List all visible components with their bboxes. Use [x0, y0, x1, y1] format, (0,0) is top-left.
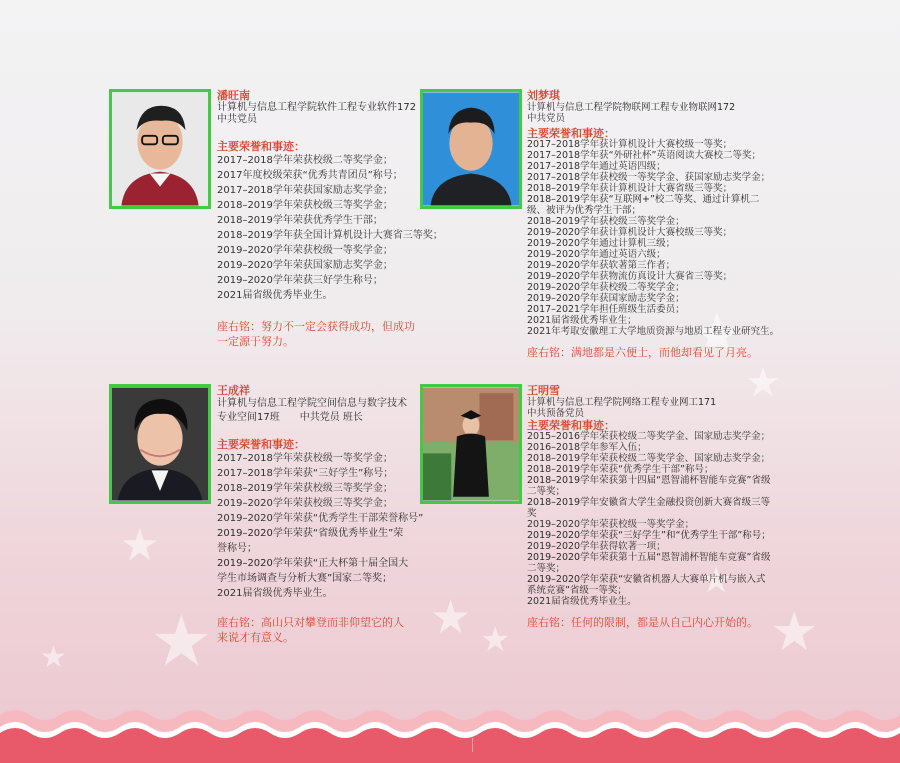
honor-item: 2017–2018学年获计算机设计大赛校级一等奖；	[527, 139, 733, 150]
person-icon	[112, 92, 208, 206]
honor-item: 2017–2018学年荣获校级二等奖学金；	[217, 155, 393, 166]
honor-item: 2018–2019学年获“互联网+”校二等奖、通过计算机二级、被评为优秀学生干部；	[527, 194, 760, 216]
honor-item: 2017–2018学年荣获校级一等奖学金；	[217, 453, 393, 464]
motto: 座右铭：努力不一定会获得成功，但成功一定源于努力。	[217, 320, 415, 348]
honor-item: 2019–2020学年获国家励志奖学金；	[527, 293, 685, 304]
political-status: 中共预备党员	[527, 408, 585, 419]
honor-item: 2018–2019学年荣获第十四届“恩智浦杯智能车竞赛”省级二等奖；	[527, 475, 771, 497]
star-decoration: ★	[770, 600, 819, 663]
honor-item: 2021届省级优秀毕业生。	[527, 596, 637, 607]
honor-item: 2018–2019学年获全国计算机设计大赛省三等奖；	[217, 230, 443, 241]
honor-item: 2021届省级优秀毕业生；	[527, 315, 637, 326]
honor-item: 2019–2020学年荣获国家励志奖学金；	[217, 260, 393, 271]
honor-item: 2019–2020学年荣获“省级优秀毕业生”荣誉称号；	[217, 528, 404, 554]
portrait-photo	[109, 89, 211, 209]
major-text: 计算机与信息工程学院软件工程专业软件172	[217, 102, 417, 113]
political-status: 中共党员	[217, 114, 257, 125]
honor-item: 2019–2020学年获得软著一项；	[527, 541, 666, 552]
honor-item: 2017–2018学年获校级一等奖学金、获国家励志奖学金；	[527, 172, 771, 183]
honor-item: 2019–2020学年荣获“正大杯第十届全国大学生市场调查与分析大赛”国家二等奖；	[217, 558, 409, 584]
honor-item: 2019–2020学年通过英语六级；	[527, 249, 666, 260]
honor-item: 2019–2020学年荣获校级一等奖学金；	[527, 519, 695, 530]
star-decoration: ★	[700, 560, 733, 601]
honors-list	[527, 139, 780, 337]
profile-info	[527, 89, 780, 360]
honor-item: 2019–2020学年获计算机设计大赛校级三等奖；	[527, 227, 733, 238]
honor-item: 2017–2018学年荣获国家励志奖学金；	[217, 185, 393, 196]
honors-heading: 主要荣誉和事迹：	[527, 127, 615, 140]
honor-item: 2017–2021学年担任班级生活委员；	[527, 304, 685, 315]
star-decoration: ★	[430, 590, 472, 644]
star-decoration: ★	[120, 520, 160, 571]
motto: 座右铭：任何的限制，都是从自己内心开始的。	[527, 616, 758, 629]
person-icon	[423, 92, 519, 206]
person-name: 潘旺南	[217, 89, 250, 102]
bottom-wave-band	[0, 703, 900, 763]
wave-decoration	[0, 703, 900, 763]
honor-item: 2018–2019学年荣获“优秀学生干部”称号；	[527, 464, 714, 475]
honor-item: 2018–2019学年荣获优秀学生干部；	[217, 215, 383, 226]
honor-item: 2018–2019学年安徽省大学生金融投资创新大赛省级三等奖	[527, 497, 771, 519]
portrait-photo	[420, 89, 522, 209]
honor-item: 2017–2018学年荣获“三好学生”称号；	[217, 468, 394, 479]
honor-item: 2019–2020学年荣获校级一等奖学金；	[217, 245, 393, 256]
profile-info	[217, 384, 424, 645]
honors-heading: 主要荣誉和事迹：	[217, 438, 305, 451]
honor-item: 2017年度校级荣获“优秀共青团员”称号；	[217, 170, 403, 181]
honor-item: 2019–2020学年通过计算机三级；	[527, 238, 676, 249]
star-decoration: ★	[40, 640, 67, 675]
honor-item: 2018–2019学年荣获校级二等奖学金、国家励志奖学金；	[527, 453, 771, 464]
honor-item: 2021届省级优秀毕业生。	[217, 290, 333, 301]
honor-item: 2019–2020学年获软著第三作者；	[527, 260, 676, 271]
honor-item: 2019–2020学年获校级二等奖学金；	[527, 282, 685, 293]
honor-item: 2016–2018学年参军入伍；	[527, 442, 647, 453]
honor-item: 2019–2020学年荣获“三好学生”和“优秀学生干部”称号；	[527, 530, 771, 541]
honor-item: 2015–2016学年荣获校级二等奖学金、国家励志奖学金；	[527, 431, 771, 442]
major-text: 计算机与信息工程学院网络工程专业网工171	[527, 397, 717, 408]
person-name: 王明雪	[527, 384, 560, 397]
person-icon	[423, 387, 519, 501]
honor-item: 2018–2019学年荣获校级三等奖学金；	[217, 200, 393, 211]
major-text: 计算机与信息工程学院空间信息与数字技术专业空间17班 中共党员 班长	[217, 398, 407, 423]
person-icon	[112, 387, 208, 501]
honor-item: 2019–2020学年荣获“优秀学生干部荣誉称号”	[217, 513, 424, 524]
person-name: 刘梦琪	[527, 89, 560, 102]
honor-item: 2019–2020学年获物流仿真设计大赛省三等奖；	[527, 271, 733, 282]
honor-item: 2019–2020学年荣获第十五届“恩智浦杯智能车竞赛”省级二等奖；	[527, 552, 771, 574]
portrait-photo	[420, 384, 522, 504]
star-decoration: ★	[745, 360, 781, 406]
honors-list	[217, 451, 424, 601]
motto: 座右铭：高山只对攀登而非仰望它的人来说才有意义。	[217, 616, 404, 644]
honors-heading: 主要荣誉和事迹：	[527, 419, 615, 432]
honor-item: 2018–2019学年获校级三等奖学金；	[527, 216, 685, 227]
honor-item: 2019–2020学年荣获三好学生称号；	[217, 275, 383, 286]
honor-item: 2017–2018学年获“外研社杯”英语阅读大赛校二等奖；	[527, 150, 761, 161]
star-decoration: ★	[690, 300, 744, 370]
honors-list	[217, 153, 443, 303]
honor-item: 2018–2019学年获计算机设计大赛省级三等奖；	[527, 183, 733, 194]
portrait-photo	[109, 384, 211, 504]
star-decoration: ★	[480, 620, 511, 660]
major-text: 计算机与信息工程学院物联网工程专业物联网172	[527, 102, 736, 113]
profile-info	[217, 89, 443, 349]
honors-list	[527, 431, 773, 607]
motto: 座右铭：满地都是六便士，而他却看见了月亮。	[527, 346, 758, 359]
star-decoration: ★	[150, 600, 213, 682]
profile-info	[527, 384, 773, 630]
honor-item: 2017–2018学年通过英语四级；	[527, 161, 666, 172]
political-status: 中共党员	[527, 113, 566, 124]
page-fold-divider	[472, 738, 473, 752]
honor-item: 2019–2020学年荣获校级三等奖学金；	[217, 498, 393, 509]
honor-item: 2019–2020学年荣获“安徽省机器人大赛单片机与嵌入式系统竞赛”省级一等奖；	[527, 574, 766, 596]
person-name: 王成祥	[217, 384, 250, 397]
honor-item: 2021年考取安徽理工大学地质资源与地质工程专业研究生。	[527, 326, 780, 337]
honor-item: 2018–2019学年荣获校级三等奖学金；	[217, 483, 393, 494]
honors-heading: 主要荣誉和事迹：	[217, 140, 305, 153]
honor-item: 2021届省级优秀毕业生。	[217, 588, 333, 599]
